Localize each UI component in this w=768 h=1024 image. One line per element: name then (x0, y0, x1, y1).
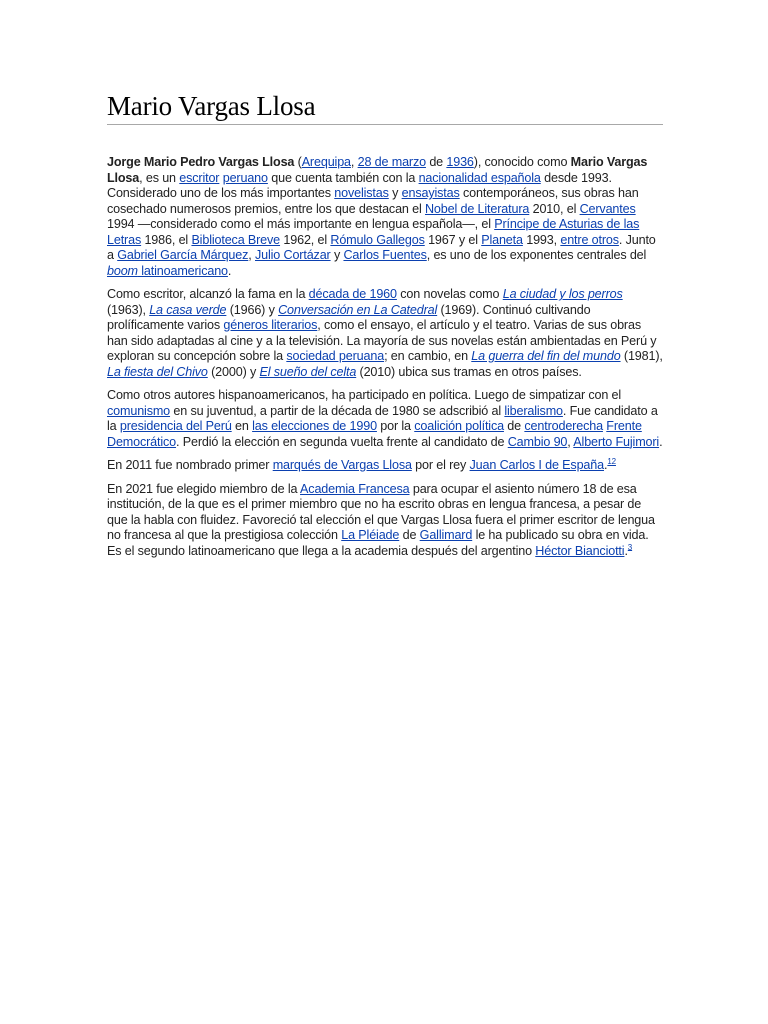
text: de (399, 528, 420, 542)
bold-full-name: Jorge Mario Pedro Vargas Llosa (107, 155, 295, 169)
link-frente-democratico[interactable]: Frente Democrático (107, 419, 642, 449)
link-decada-1960[interactable]: década de 1960 (308, 287, 397, 301)
paragraph-career (107, 287, 663, 380)
text: En 2011 fue nombrado primer (107, 458, 273, 472)
link-planeta[interactable]: Planeta (481, 232, 523, 247)
text: , (350, 155, 358, 169)
link-hector-bianciotti[interactable]: Héctor Bianciotti (535, 543, 625, 558)
text: (1981), (620, 349, 663, 363)
link-la-casa-verde[interactable] (149, 303, 226, 317)
link-romulo-gallegos[interactable]: Rómulo Gallegos (330, 232, 425, 247)
link-garcia-marquez[interactable]: Gabriel García Márquez (117, 248, 249, 262)
text: para ocupar el asiento número 18 de esa institución, de la que es el primer miembro que no ha escrito obras en lengua francesa, a pesar de que la habla con fluidez. Favoreció tal elección el que Vargas Llosa fuera el primer escritor de lengua no francesa al que la prestigiosa colección (107, 481, 655, 542)
link-boom-latinoamericano[interactable] (107, 264, 228, 278)
link-cambio-90[interactable]: Cambio 90 (507, 434, 568, 449)
text: y (388, 186, 402, 200)
text: En 2021 fue elegido miembro de la (107, 481, 301, 496)
link-la-ciudad-y-los-perros[interactable] (503, 287, 623, 301)
link-gallimard[interactable]: Gallimard (419, 528, 473, 542)
text: ; en cambio, en (384, 349, 472, 363)
text: . (624, 543, 628, 558)
link-text: El sueño del celta (259, 364, 357, 379)
text: , es uno de los exponentes centrales del (426, 248, 647, 262)
link-principe-de-asturias[interactable]: Príncipe de Asturias de las Letras (107, 217, 640, 247)
text: con novelas como (396, 287, 503, 301)
text: (1963), (107, 302, 150, 317)
text: . (227, 263, 232, 278)
link-text: La guerra del fin del mundo (471, 349, 621, 363)
text: . Junto a (107, 232, 656, 262)
reference-link-3[interactable]: 3 (627, 542, 633, 552)
text: contemporáneos, sus obras han cosechado numerosos premios, entre los que destacan el (107, 186, 639, 216)
link-ensayistas[interactable]: ensayistas (401, 186, 460, 200)
text: le ha publicado su obra en vida. Es el segundo latinoamericano que llega a la academia después del argentino (107, 528, 649, 558)
paragraph-intro (107, 155, 663, 279)
link-liberalismo[interactable]: liberalismo (504, 403, 563, 418)
text: y (330, 248, 344, 262)
text: de (503, 419, 525, 433)
text: , como el ensayo, el artículo y el teatro. Varias de sus obras han sido adaptadas al cine y a la televisión. La mayoría de sus novelas están ambientadas en Perú y exploran su concepción sobre la (107, 318, 657, 363)
reference-link-12[interactable]: 12 (607, 456, 616, 466)
link-sociedad-peruana[interactable]: sociedad peruana (286, 349, 385, 363)
link-juan-carlos-i[interactable]: Juan Carlos I de España (469, 458, 604, 472)
link-28-de-marzo[interactable]: 28 de marzo (357, 155, 426, 169)
link-nacionalidad-espanola[interactable]: nacionalidad española (418, 170, 541, 185)
link-arequipa[interactable]: Arequipa (301, 155, 351, 169)
text: de (425, 155, 447, 169)
link-elecciones-1990[interactable]: las elecciones de 1990 (252, 419, 377, 433)
text: 1967 y el (424, 232, 482, 247)
text: (1966) y (226, 302, 279, 317)
text: desde 1993. Considerado uno de los más importantes (107, 170, 612, 200)
text: , (567, 434, 574, 449)
text: , es un (139, 170, 180, 185)
text: 1962, el (280, 232, 331, 247)
paragraph-marques (107, 458, 663, 474)
link-text: La fiesta del Chivo (107, 364, 208, 379)
link-text: La casa verde (149, 302, 227, 317)
link-cervantes[interactable]: Cervantes (579, 201, 636, 216)
link-el-sueno-del-celta[interactable] (259, 365, 356, 379)
link-comunismo[interactable]: comunismo (107, 403, 171, 418)
link-conversacion-en-la-catedral[interactable] (278, 303, 437, 317)
article (107, 90, 663, 559)
text: . Perdió la elección en segunda vuelta frente al candidato de (176, 434, 508, 449)
link-boom-italic: boom (107, 263, 138, 278)
link-1936[interactable]: 1936 (446, 155, 474, 169)
link-generos-literarios[interactable]: géneros literarios (223, 318, 318, 332)
text: (2000) y (207, 364, 260, 379)
link-escritor[interactable]: escritor (179, 170, 220, 185)
link-marques-de-vargas-llosa[interactable]: marqués de Vargas Llosa (272, 458, 412, 472)
text: Como escritor, alcanzó la fama en la (107, 287, 309, 301)
link-presidencia-del-peru[interactable]: presidencia del Perú (119, 419, 232, 433)
link-boom-rest: latinoamericano (137, 263, 228, 278)
link-nobel-de-literatura[interactable]: Nobel de Literatura (424, 201, 530, 216)
link-la-guerra-del-fin-del-mundo[interactable] (471, 349, 620, 363)
link-centroderecha[interactable]: centroderecha (524, 419, 603, 433)
text: en su juventud, a partir de la década de 1980 se adscribió al (170, 403, 505, 418)
text: que cuenta también con la (267, 170, 419, 185)
link-text: La ciudad y los perros (502, 287, 623, 301)
text: . (604, 458, 608, 472)
link-entre-otros[interactable]: entre otros (560, 232, 619, 247)
paragraph-academia (107, 482, 663, 560)
text: (2010) ubica sus tramas en otros países. (356, 364, 582, 379)
link-la-fiesta-del-chivo[interactable] (107, 365, 208, 379)
text: en (231, 419, 253, 433)
text: , (248, 248, 255, 262)
text: ( (294, 155, 302, 169)
link-coalicion-politica[interactable]: coalición política (414, 419, 504, 433)
text: . (659, 434, 663, 449)
bold-known-name: Mario Vargas Llosa (107, 155, 648, 185)
link-julio-cortazar[interactable]: Julio Cortázar (255, 248, 331, 262)
link-academia-francesa[interactable]: Academia Francesa (300, 481, 410, 496)
text: por el rey (411, 458, 470, 472)
link-carlos-fuentes[interactable]: Carlos Fuentes (343, 248, 427, 262)
text: (1969). Continuó cultivando prolíficamente varios (107, 302, 591, 332)
paragraph-politics (107, 388, 663, 450)
page-title: Mario Vargas Llosa (107, 90, 663, 125)
text: por la (376, 419, 415, 433)
link-text: Conversación en La Catedral (278, 302, 438, 317)
link-peruano[interactable]: peruano (222, 170, 268, 185)
text: Como otros autores hispanoamericanos, ha participado en política. Luego de simpatizar con el (107, 388, 622, 402)
text: 1986, el (141, 232, 192, 247)
text: ), conocido como (473, 155, 571, 169)
link-biblioteca-breve[interactable]: Biblioteca Breve (191, 232, 281, 247)
text: 2010, el (529, 201, 580, 216)
text: 1993, (522, 232, 561, 247)
link-la-pleiade[interactable]: La Pléiade (341, 528, 400, 542)
text: 1994 —considerado como el más importante en lengua española—, el (107, 217, 495, 231)
text: . Fue candidato a la (107, 403, 658, 433)
link-alberto-fujimori[interactable]: Alberto Fujimori (573, 434, 660, 449)
link-novelistas[interactable]: novelistas (334, 186, 389, 200)
